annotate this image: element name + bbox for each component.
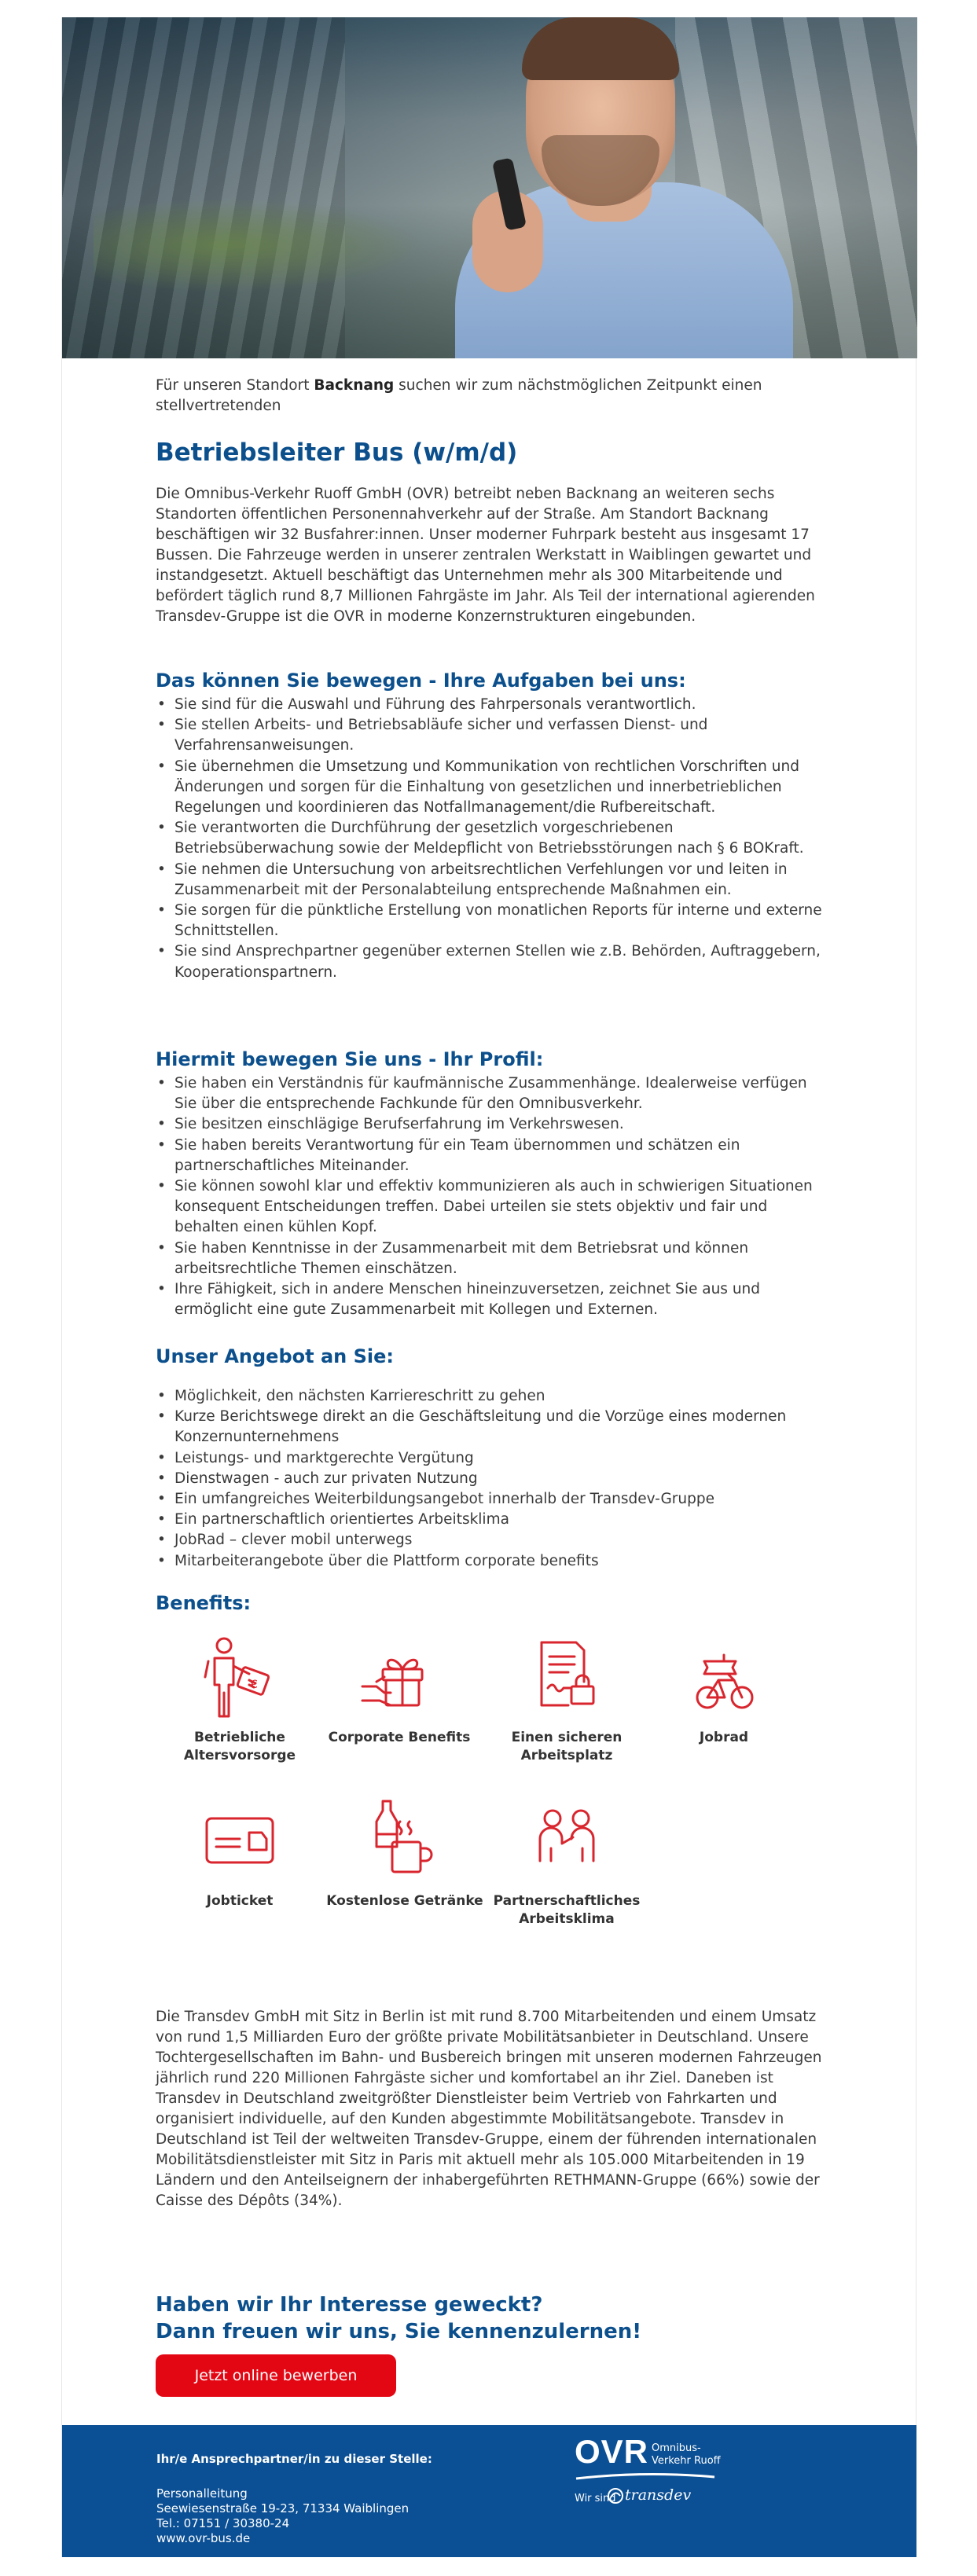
logo-swoosh-icon [575,2472,716,2482]
list-item: • Möglichkeit, den nächsten Karriereschritt zu gehen [156,1386,832,1407]
website-link[interactable]: www.ovr-bus.de [156,2531,251,2545]
apply-online-button[interactable]: Jetzt online bewerben [156,2354,396,2397]
list-item: • Kurze Berichtswege direkt an die Geschäftsleitung und die Vorzüge eines modernen Konzernunternehmens [156,1407,832,1448]
list-item: • Ihre Fähigkeit, sich in andere Menschen hineinzuversetzen, zeichnet Sie aus und ermöglicht eine gute Zusammenarbeit mit Kollegen und Externen. [156,1279,832,1320]
ovr-logo-text: OVR [575,2433,649,2470]
cta-heading [156,2292,641,2345]
gift-icon [356,1635,443,1721]
cta-line-1: Haben wir Ihr Interesse geweckt? [156,2293,543,2317]
list-item: • Sie sind für die Auswahl und Führung des Fahrpersonals verantwortlich. [156,695,832,715]
svg-text:€: € [251,1679,258,1691]
list-item: • Dienstwagen - auch zur privaten Nutzung [156,1469,832,1489]
hero-image-man-on-phone [62,17,917,358]
intro-text: Für unseren Standort Backnang suchen wir zum nächstmöglichen Zeitpunkt einen stellvertretenden [156,377,762,414]
benefit-label: Corporate Benefits [328,1730,471,1745]
profile-heading: Hiermit bewegen Sie uns - Ihr Profil: [156,1048,544,1070]
contact-address: Seewiesenstraße 19-23, 71334 Waiblingen [156,2501,410,2515]
partnership-icon [527,1798,606,1884]
job-title: Betriebsleiter Bus (w/m/d) [156,439,518,467]
profile-list [156,1073,832,1320]
cta-line-2: Dann freuen wir uns, Sie kennenzulernen! [156,2320,642,2343]
pension-icon [200,1635,279,1721]
list-item: • Sie haben Kenntnisse in der Zusammenarbeit mit dem Betriebsrat und können arbeitsrechtliche Themen einschätzen. [156,1238,832,1279]
tasks-heading: Das können Sie bewegen - Ihre Aufgaben bei uns: [156,670,686,692]
benefit-jobticket [149,1798,330,1910]
list-item: • Ein umfangreiches Weiterbildungsangebot innerhalb der Transdev-Gruppe [156,1489,832,1510]
company-description: Die Omnibus-Verkehr Ruoff GmbH (OVR) betreibt neben Backnang an weiteren sechs Standorten öffentlichen Personennahverkehr auf der Straße. Am Standort Backnang beschäftigen wir 32 Busfahrer:innen. Unser moderner Fuhrpark besteht aus insgesamt 17 Bussen. Die Fahrzeuge werden in unserer zentralen Werkstatt in Waiblingen gewartet und instandgesetzt. Aktuell beschäftigt das Unternehmen mehr als 300 Mitarbeitende und befördert täglich rund 8,7 Millionen Fahrgäste im Jahr. Als Teil der international agierenden Transdev-Gruppe ist die OVR in moderne Konzernstrukturen eingebunden. [156,486,815,625]
benefit-label: Einen sicheren Arbeitsplatz [511,1730,623,1763]
benefits-heading: Benefits: [156,1592,252,1614]
offer-heading: Unser Angebot an Sie: [156,1345,394,1367]
benefit-jobrad [634,1635,814,1747]
we-are-label: Wir sind [575,2493,616,2504]
transdev-description: Die Transdev GmbH mit Sitz in Berlin ist mit rund 8.700 Mitarbeitenden und einem Umsatz von rund 1,5 Milliarden Euro der größte private Mobilitätsanbieter in Deutschland. Unsere Tochtergesellschaften im Bahn- und Busbereich bringen mit unseren modernen Fahrzeugen jährlich rund 220 Millionen Fahrgäste sicher und komfortabel an ihr Ziel. Daneben ist Transdev in Deutschland zweitgrößter Dienstleister beim Vertrieb von Fahrkarten und organisiert individuelle, auf den Kunden abgestimmte Mobilitätsangebote. Transdev in Deutschland ist Teil der weltweiten Transdev-Gruppe, einem der führenden internationalen Mobilitätsdienstleister mit Sitz in Paris mit aktuell mehr als 105.000 Mitarbeitenden in 19 Ländern und den Anteilseignern der inhabergeführten RETHMANN-Gruppe (66%) sowie der Caisse des Dépôts (34%). [156,2009,822,2209]
benefit-label: Jobticket [206,1893,274,1909]
list-item: • Sie sorgen für die pünktliche Erstellung von monatlichen Reports für interne und externe Schnittstellen. [156,901,832,941]
list-item: • Sie sind Ansprechpartner gegenüber externen Stellen wie z.B. Behörden, Auftraggebern, Kooperationspartnern. [156,941,832,982]
contact-phone: Tel.: 07151 / 30380-24 [156,2516,290,2530]
list-item: • Mitarbeiterangebote über die Plattform corporate benefits [156,1551,832,1572]
secure-contract-icon [527,1635,606,1721]
list-item: • Sie übernehmen die Umsetzung und Kommunikation von rechtlichen Vorschriften und Änderungen und sorgen für die Einhaltung von gesetzlichen und innerbetrieblichen Regelungen und koordinieren das Notfallmanagement/die Rufbereitschaft. [156,757,832,819]
benefit-label: Jobrad [699,1730,749,1745]
list-item: • Sie stellen Arbeits- und Betriebsabläufe sicher und verfassen Dienst- und Verfahrensanweisungen. [156,715,832,756]
list-item: • Sie haben ein Verständnis für kaufmännische Zusammenhänge. Idealerweise verfügen Sie über die entsprechende Fachkunde für den Omnibusverkehr. [156,1073,832,1114]
contact-heading: Ihr/e Ansprechpartner/in zu dieser Stelle: [156,2452,432,2466]
transdev-logo-text: transdev [625,2486,692,2504]
offer-list [156,1386,832,1572]
benefit-pension [149,1635,330,1765]
benefit-drinks [314,1798,495,1910]
benefit-label: Betriebliche Altersvorsorge [183,1730,296,1763]
list-item: • Sie haben bereits Verantwortung für ein Team übernommen und schätzen ein partnerschaftliches Miteinander. [156,1136,832,1176]
benefit-label: Kostenlose Getränke [326,1893,483,1909]
list-item: • Sie besitzen einschlägige Berufserfahrung im Verkehrswesen. [156,1114,832,1135]
list-item: • JobRad – clever mobil unterwegs [156,1530,832,1550]
benefit-corporate [309,1635,490,1747]
list-item: • Leistungs- und marktgerechte Vergütung [156,1448,832,1469]
benefit-secure-job [476,1635,657,1765]
contact-department: Personalleitung [156,2486,248,2501]
ovr-logo [575,2433,747,2512]
ticket-icon [200,1798,279,1884]
ovr-logo-subtitle: Omnibus- Verkehr Ruoff [652,2442,721,2467]
list-item: • Sie können sowohl klar und effektiv kommunizieren als auch in schwierigen Situationen konsequent Entscheidungen treffen. Dabei urteilen sie stets objektiv und fair und behalten einen kühlen Kopf. [156,1176,832,1238]
footer [62,2425,916,2557]
location-name: Backnang [314,377,395,394]
benefit-partnership [476,1798,657,1928]
list-item: • Sie verantworten die Durchführung der gesetzlich vorgeschriebenen Betriebsüberwachung sowie der Meldepflicht von Betriebsstörungen nach § 6 BOKraft. [156,818,832,859]
tasks-list [156,695,832,983]
contact-block [156,2452,432,2546]
list-item: • Sie nehmen die Untersuchung von arbeitsrechtlichen Verfehlungen vor und leiten in Zusammenarbeit mit der Personalabteilung entsprechende Maßnahmen ein. [156,860,832,901]
transdev-swirl-icon [606,2486,625,2505]
benefit-label: Partnerschaftliches Arbeitsklima [493,1893,641,1927]
drinks-icon [365,1798,444,1884]
bicycle-icon [681,1635,767,1721]
list-item: • Ein partnerschaftlich orientiertes Arbeitsklima [156,1510,832,1530]
